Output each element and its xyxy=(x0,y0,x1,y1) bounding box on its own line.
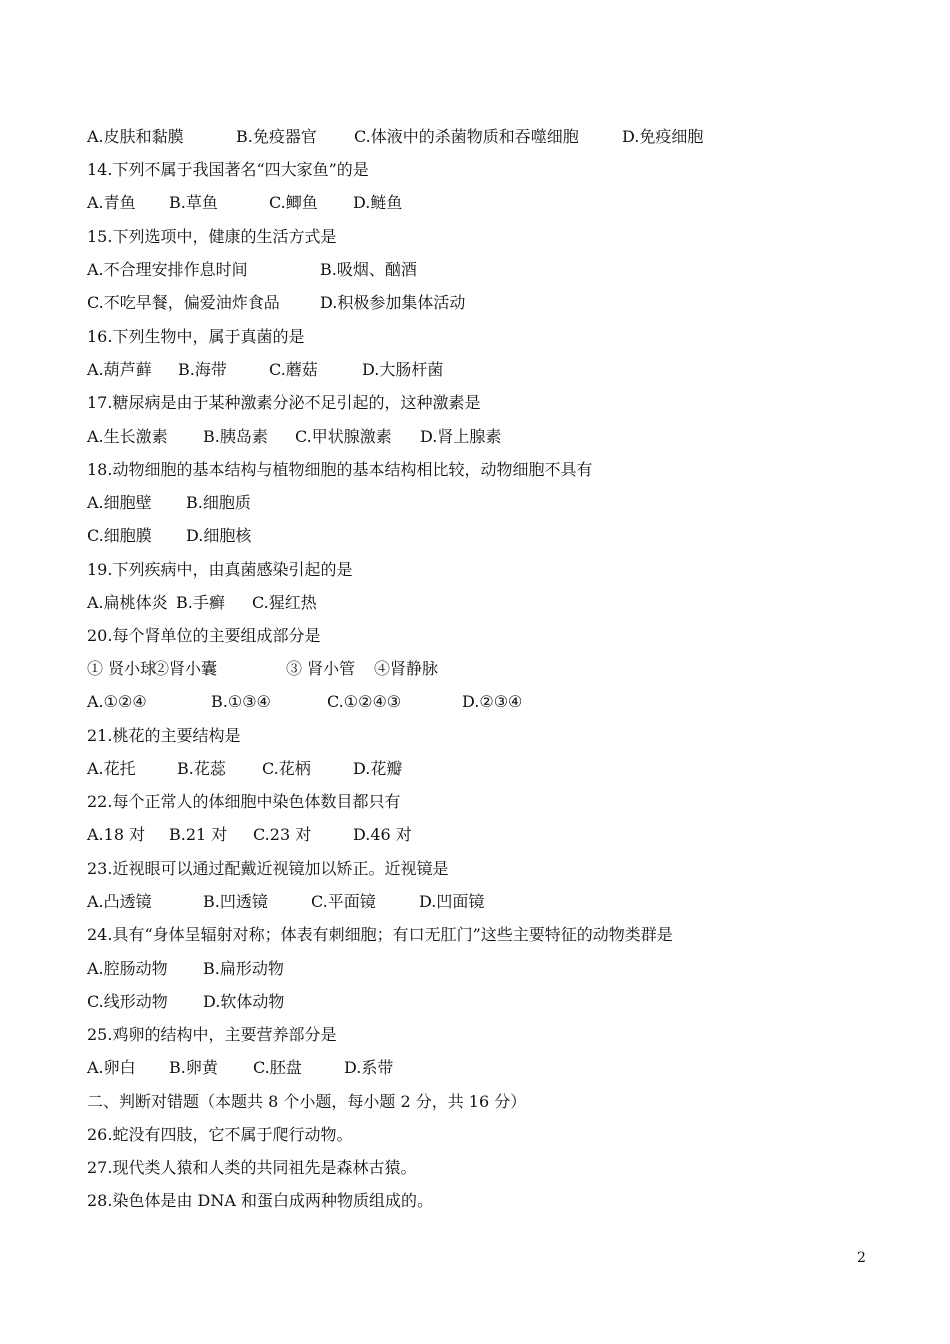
answer-option: B.手癣 xyxy=(176,593,225,612)
answer-option: D.46 对 xyxy=(353,825,412,844)
text-line: 25.鸡卵的结构中，主要营养部分是 xyxy=(87,1025,337,1044)
answer-option: B.免疫器官 xyxy=(236,127,317,146)
text-line: 24.具有“身体呈辐射对称；体表有刺细胞；有口无肛门”这些主要特征的动物类群是 xyxy=(87,925,673,944)
answer-option: C.花柄 xyxy=(262,759,311,778)
answer-option: A.①②④ xyxy=(87,692,147,711)
answer-option: B.草鱼 xyxy=(169,193,218,212)
text-line: 22.每个正常人的体细胞中染色体数目都只有 xyxy=(87,792,401,811)
answer-option: C.①②④③ xyxy=(327,692,402,711)
answer-option: A.扁桃体炎 xyxy=(87,593,168,612)
answer-option: A.卵白 xyxy=(87,1058,136,1077)
answer-option: ②肾小囊 xyxy=(153,659,218,678)
text-line: 26.蛇没有四肢，它不属于爬行动物。 xyxy=(87,1125,353,1144)
answer-option: C.细胞膜 xyxy=(87,526,152,545)
answer-option: C.鲫鱼 xyxy=(269,193,318,212)
answer-option: B.①③④ xyxy=(211,692,271,711)
text-line: 21.桃花的主要结构是 xyxy=(87,726,241,745)
answer-option: B.花蕊 xyxy=(177,759,226,778)
answer-option: D.②③④ xyxy=(462,692,523,711)
answer-option: D.免疫细胞 xyxy=(622,127,704,146)
text-line: 23.近视眼可以通过配戴近视镜加以矫正。近视镜是 xyxy=(87,859,449,878)
answer-option: ③ 肾小管 xyxy=(286,659,356,678)
answer-option: D.大肠杆菌 xyxy=(362,360,444,379)
answer-option: A.细胞壁 xyxy=(87,493,152,512)
text-line: 17.糖尿病是由于某种激素分泌不足引起的，这种激素是 xyxy=(87,393,481,412)
answer-option: B.海带 xyxy=(178,360,227,379)
answer-option: A.腔肠动物 xyxy=(87,959,168,978)
answer-option: A.18 对 xyxy=(87,825,146,844)
text-line: 18.动物细胞的基本结构与植物细胞的基本结构相比较，动物细胞不具有 xyxy=(87,460,593,479)
text-line: 15.下列选项中，健康的生活方式是 xyxy=(87,227,337,246)
answer-option: C.不吃早餐，偏爱油炸食品 xyxy=(87,293,280,312)
text-line: 二、判断对错题（本题共 8 个小题，每小题 2 分，共 16 分） xyxy=(87,1092,527,1111)
answer-option: B.卵黄 xyxy=(169,1058,218,1077)
answer-option: A.生长激素 xyxy=(87,427,168,446)
answer-option: B.吸烟、酗酒 xyxy=(320,260,417,279)
answer-option: D.细胞核 xyxy=(186,526,252,545)
answer-option: C.平面镜 xyxy=(311,892,376,911)
answer-option: D.鲢鱼 xyxy=(353,193,403,212)
answer-option: B.凹透镜 xyxy=(203,892,268,911)
text-line: 20.每个肾单位的主要组成部分是 xyxy=(87,626,321,645)
answer-option: C.蘑菇 xyxy=(269,360,318,379)
text-line: 16.下列生物中，属于真菌的是 xyxy=(87,327,305,346)
answer-option: C.甲状腺激素 xyxy=(295,427,392,446)
answer-option: C.体液中的杀菌物质和吞噬细胞 xyxy=(354,127,579,146)
answer-option: B.细胞质 xyxy=(186,493,251,512)
text-line: 19.下列疾病中，由真菌感染引起的是 xyxy=(87,560,353,579)
answer-option: C.23 对 xyxy=(253,825,312,844)
answer-option: B.扁形动物 xyxy=(203,959,284,978)
answer-option: A.皮肤和黏膜 xyxy=(87,127,184,146)
page-number: 2 xyxy=(857,1250,866,1266)
text-line: 14.下列不属于我国著名“四大家鱼”的是 xyxy=(87,160,369,179)
answer-option: D.软体动物 xyxy=(203,992,285,1011)
answer-option: D.花瓣 xyxy=(353,759,403,778)
answer-option: D.积极参加集体活动 xyxy=(320,293,466,312)
answer-option: D.肾上腺素 xyxy=(420,427,502,446)
answer-option: D.系带 xyxy=(344,1058,394,1077)
answer-option: A.不合理安排作息时间 xyxy=(87,260,248,279)
answer-option: C.胚盘 xyxy=(253,1058,302,1077)
answer-option: B.21 对 xyxy=(169,825,228,844)
text-line: 27.现代类人猿和人类的共同祖先是森林古猿。 xyxy=(87,1158,417,1177)
answer-option: ④肾静脉 xyxy=(374,659,439,678)
answer-option: ① 贤小球 xyxy=(87,659,157,678)
answer-option: B.胰岛素 xyxy=(203,427,268,446)
answer-option: C.猩红热 xyxy=(252,593,317,612)
answer-option: A.青鱼 xyxy=(87,193,136,212)
answer-option: A.葫芦藓 xyxy=(87,360,152,379)
answer-option: C.线形动物 xyxy=(87,992,168,1011)
answer-option: A.花托 xyxy=(87,759,136,778)
answer-option: A.凸透镜 xyxy=(87,892,152,911)
answer-option: D.凹面镜 xyxy=(419,892,485,911)
text-line: 28.染色体是由 DNA 和蛋白成两种物质组成的。 xyxy=(87,1191,434,1210)
